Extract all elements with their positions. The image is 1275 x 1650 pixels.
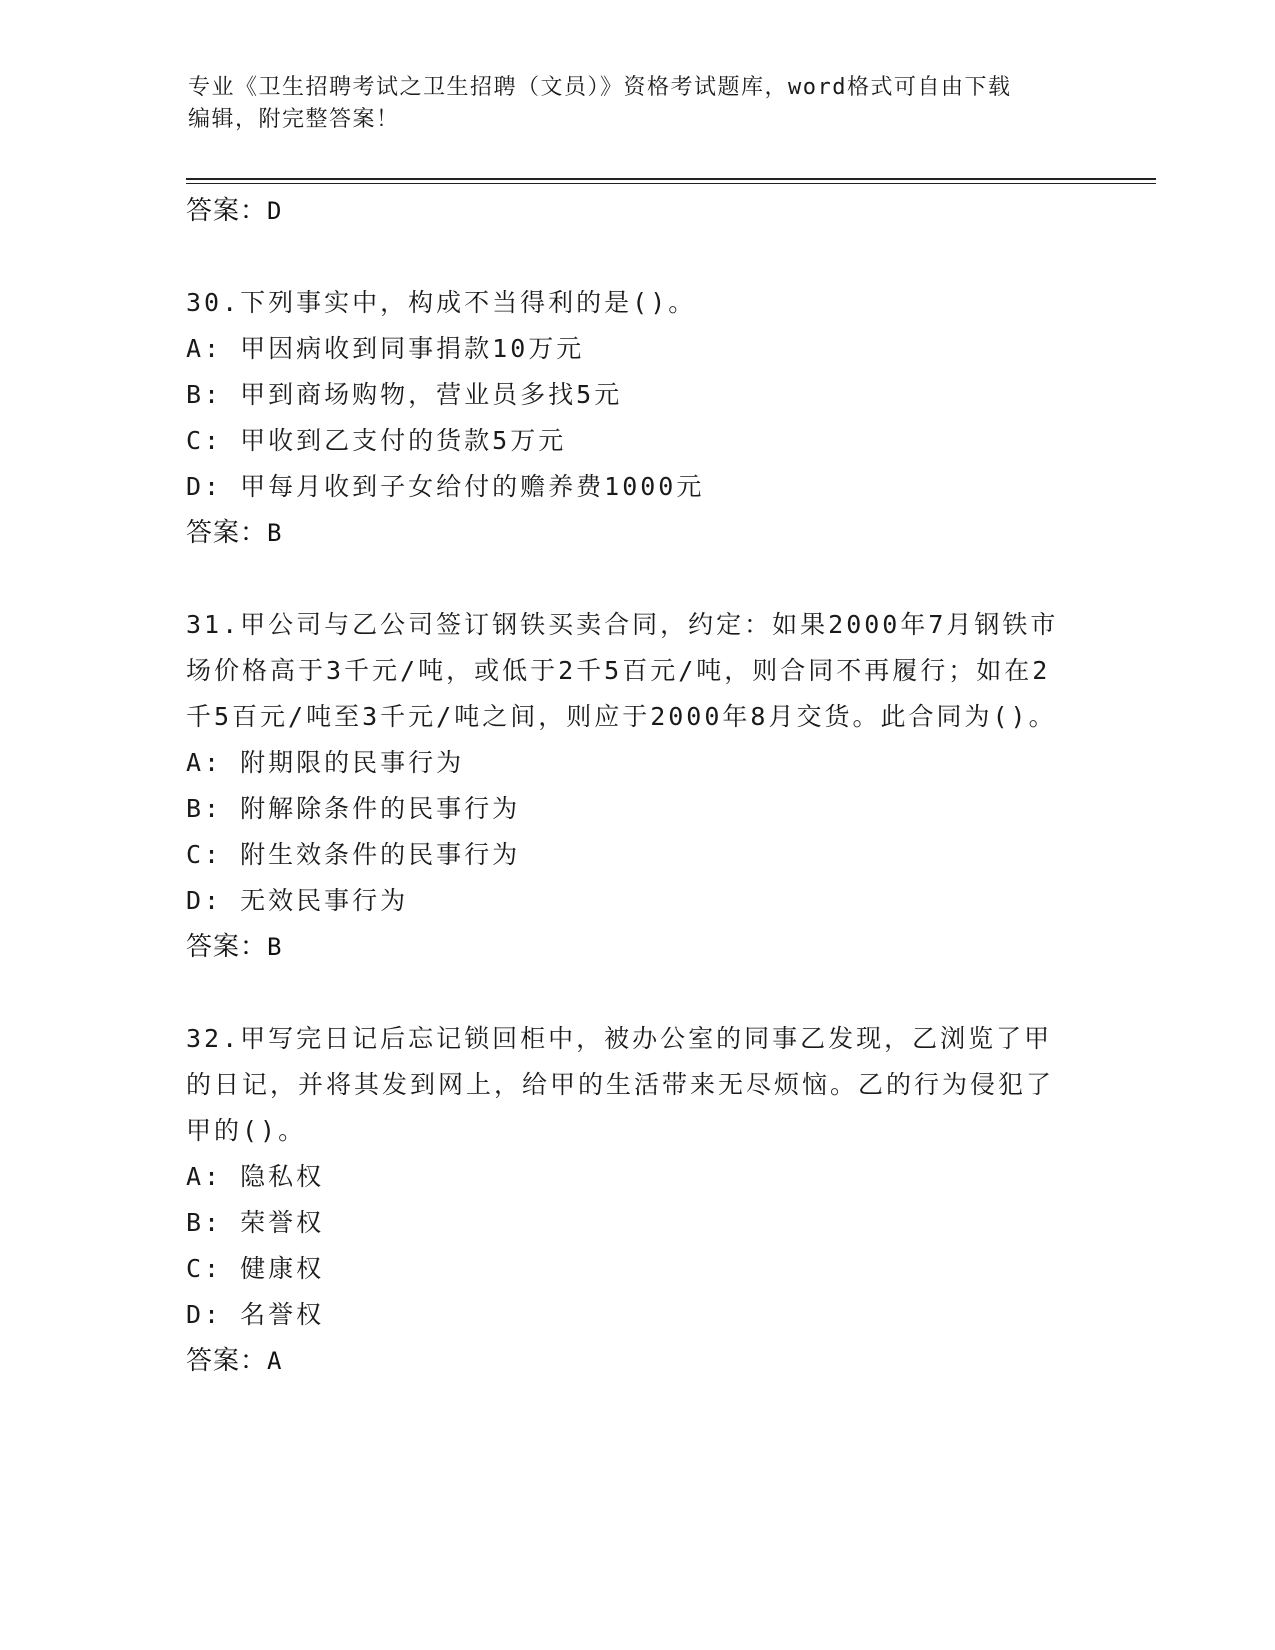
option-b: B: 附解除条件的民事行为 <box>186 794 521 823</box>
option-a: A: 甲因病收到同事捐款10万元 <box>186 334 585 363</box>
question-list <box>186 188 1086 1384</box>
option-c: C: 附生效条件的民事行为 <box>186 840 521 869</box>
header-rule-thick <box>186 178 1156 180</box>
answer-value: B <box>267 933 283 961</box>
spacer <box>186 234 1086 280</box>
question-31 <box>186 602 1086 970</box>
answer-line <box>186 924 1086 970</box>
answer-line <box>186 510 1086 556</box>
spacer <box>186 556 1086 602</box>
spacer <box>186 970 1086 1016</box>
question-32 <box>186 1016 1086 1384</box>
option-b: B: 荣誉权 <box>186 1208 325 1237</box>
answer-value: A <box>267 1347 283 1375</box>
header-line-2: 编辑，附完整答案！ <box>188 107 400 132</box>
option-d: D: 名誉权 <box>186 1300 325 1329</box>
option-a: A: 隐私权 <box>186 1162 325 1191</box>
option-c: C: 甲收到乙支付的货款5万元 <box>186 426 567 455</box>
question-text: 31.甲公司与乙公司签订钢铁买卖合同，约定：如果2000年7月钢铁市场价格高于3千元/吨，或低于2千5百元/吨，则合同不再履行；如在2千5百元/吨至3千元/吨之间，则应于2000年8月交货。此合同为()。 <box>186 610 1059 731</box>
answer-label: 答案： <box>186 518 268 548</box>
option-b: B: 甲到商场购物，营业员多找5元 <box>186 380 623 409</box>
option-c: C: 健康权 <box>186 1254 325 1283</box>
option-d: D: 无效民事行为 <box>186 886 409 915</box>
option-d: D: 甲每月收到子女给付的赡养费1000元 <box>186 472 705 501</box>
answer-value: D <box>267 197 283 225</box>
answer-label: 答案： <box>186 196 268 226</box>
question-30 <box>186 280 1086 556</box>
answer-line <box>186 1338 1086 1384</box>
question-text: 32.甲写完日记后忘记锁回柜中，被办公室的同事乙发现，乙浏览了甲的日记，并将其发到网上，给甲的生活带来无尽烦恼。乙的行为侵犯了甲的()。 <box>186 1024 1055 1145</box>
option-a: A: 附期限的民事行为 <box>186 748 465 777</box>
header-rule-thin <box>186 183 1156 184</box>
page-header <box>188 72 1088 136</box>
question-text: 30.下列事实中，构成不当得利的是()。 <box>186 288 697 317</box>
header-line-1: 专业《卫生招聘考试之卫生招聘（文员）》资格考试题库，word格式可自由下载 <box>188 75 1012 100</box>
answer-label: 答案： <box>186 932 268 962</box>
answer-label: 答案： <box>186 1346 268 1376</box>
previous-answer <box>186 188 1086 234</box>
answer-value: B <box>267 519 283 547</box>
